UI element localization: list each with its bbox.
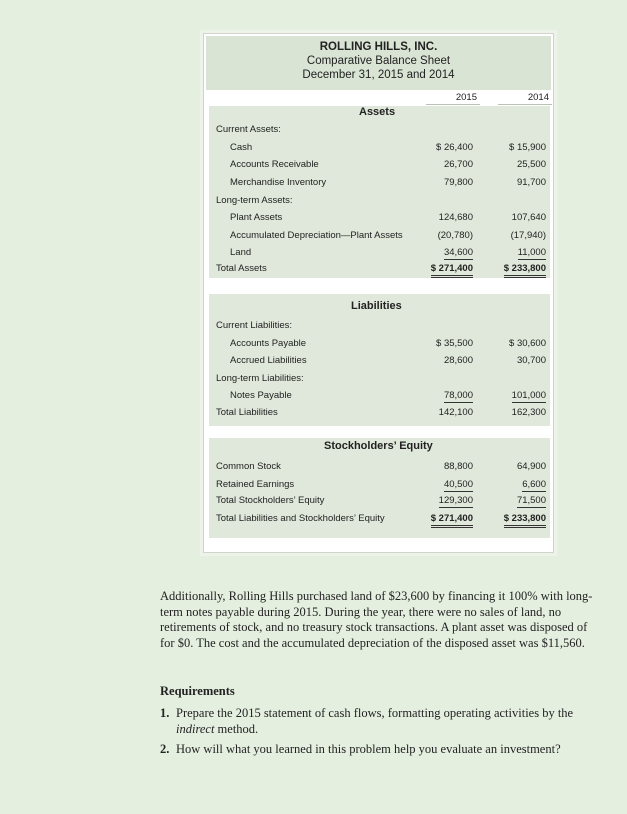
value-2015: (20,780)	[437, 230, 473, 241]
row-label: Total Assets	[216, 263, 267, 274]
assets-section-title: Assets	[359, 106, 396, 118]
assets-row-cash	[204, 139, 553, 156]
value-2014: 162,300	[511, 407, 546, 418]
row-label: Current Liabilities:	[216, 320, 293, 331]
row-label: Accrued Liabilities	[230, 355, 307, 366]
value-2014: 30,700	[516, 355, 546, 366]
assets-row-total-assets	[204, 260, 553, 277]
equity-row-total-stockholders-equity	[204, 492, 553, 509]
assets-row-accounts-receivable	[204, 156, 553, 173]
value-2014: 11,000	[517, 247, 546, 258]
equity-row-retained-earnings	[204, 476, 553, 493]
row-label: Plant Assets	[230, 212, 283, 223]
value-2014: $ 233,800	[474, 263, 546, 274]
equity-row-common-stock	[204, 458, 553, 475]
value-2015: 129,300	[438, 495, 473, 506]
company-name: ROLLING HILLS, INC.	[319, 41, 438, 53]
year-2014-header: 2014	[527, 92, 549, 103]
value-2015: 40,500	[443, 479, 473, 490]
statement-title: Comparative Balance Sheet	[306, 55, 451, 67]
value-2015: $ 26,400	[436, 142, 473, 153]
assets-row-land	[204, 244, 553, 261]
value-2014: $ 30,600	[509, 338, 546, 349]
requirement-number: 1.	[160, 706, 170, 720]
row-label: Total Liabilities and Stockholders’ Equity	[216, 513, 385, 524]
value-2015: 26,700	[443, 159, 473, 170]
liab-row-current-liabilities	[204, 317, 553, 334]
row-label: Long-term Liabilities:	[216, 373, 304, 384]
value-2014: 107,640	[511, 212, 546, 223]
value-2015: 142,100	[438, 407, 473, 418]
value-2015: $ 271,400	[401, 263, 473, 274]
value-2015: 79,800	[443, 177, 473, 188]
liab-row-total-liabilities	[204, 404, 553, 421]
row-label: Accounts Payable	[230, 338, 307, 349]
row-label: Accumulated Depreciation—Plant Assets	[230, 230, 403, 241]
requirements-heading: Requirements	[160, 684, 235, 698]
assets-row-long-term-assets	[204, 192, 553, 209]
liab-row-notes-payable	[204, 387, 553, 404]
value-2014: 25,500	[516, 159, 546, 170]
liab-row-accounts-payable	[204, 335, 553, 352]
row-label: Long-term Assets:	[216, 195, 293, 206]
value-2015: 88,800	[443, 461, 473, 472]
requirement-1	[160, 706, 600, 737]
statement-dates: December 31, 2015 and 2014	[302, 69, 455, 81]
liabilities-section-title: Liabilities	[351, 300, 402, 312]
additional-information-paragraph: Additionally, Rolling Hills purchased land of $23,600 by financing it 100% with long-term notes payable during 2015. During the year, there were no sales of land, no retirements of stock, and no treasury stock transactions. A plant asset was disposed of for $0. The cost and the accumulated depreciation of the disposed asset was $11,560.	[160, 589, 593, 650]
value-2015: 78,000	[443, 390, 473, 401]
row-label: Notes Payable	[230, 390, 292, 401]
year-2015-header: 2015	[455, 92, 477, 103]
assets-row-plant-assets	[204, 209, 553, 226]
row-label: Common Stock	[216, 461, 281, 472]
value-2014: 64,900	[516, 461, 546, 472]
value-2014: 91,700	[516, 177, 546, 188]
year-2014-rule	[498, 104, 552, 105]
row-label: Retained Earnings	[216, 479, 295, 490]
row-label: Cash	[230, 142, 253, 153]
row-label: Total Stockholders’ Equity	[216, 495, 325, 506]
value-2015: $ 35,500	[436, 338, 473, 349]
requirement-number: 2.	[160, 742, 170, 756]
equity-row-total-liabilities-and-equity	[204, 510, 553, 527]
requirement-text: Prepare the 2015 statement of cash flows, formatting operating activities by the indirect method.	[176, 706, 574, 736]
value-2015: 124,680	[438, 212, 473, 223]
liab-row-long-term-liabilities	[204, 370, 553, 387]
value-2014: (17,940)	[510, 230, 546, 241]
value-2014: $ 233,800	[474, 513, 546, 524]
year-2015-rule	[426, 104, 480, 105]
value-2015: 34,600	[443, 247, 473, 258]
value-2014: $ 15,900	[509, 142, 546, 153]
row-label: Current Assets:	[216, 124, 281, 135]
row-label: Total Liabilities	[216, 407, 278, 418]
value-2014: 101,000	[511, 390, 546, 401]
balance-sheet-card	[203, 33, 554, 553]
row-label: Accounts Receivable	[230, 159, 319, 170]
assets-row-merchandise-inventory	[204, 174, 553, 191]
statement-header	[206, 36, 551, 90]
requirement-2	[160, 742, 600, 758]
value-2014: 71,500	[516, 495, 546, 506]
value-2015: $ 271,400	[401, 513, 473, 524]
requirement-text: How will what you learned in this problem help you evaluate an investment?	[176, 742, 561, 756]
value-2015: 28,600	[443, 355, 473, 366]
value-2014: 6,600	[522, 479, 546, 490]
equity-section-title: Stockholders’ Equity	[324, 440, 433, 452]
assets-row-current-assets	[204, 121, 553, 138]
row-label: Merchandise Inventory	[230, 177, 327, 188]
requirement-italic-term: indirect	[176, 721, 215, 736]
row-label: Land	[230, 247, 252, 258]
assets-row-accumulated-depreciation	[204, 227, 553, 244]
liab-row-accrued-liabilities	[204, 352, 553, 369]
